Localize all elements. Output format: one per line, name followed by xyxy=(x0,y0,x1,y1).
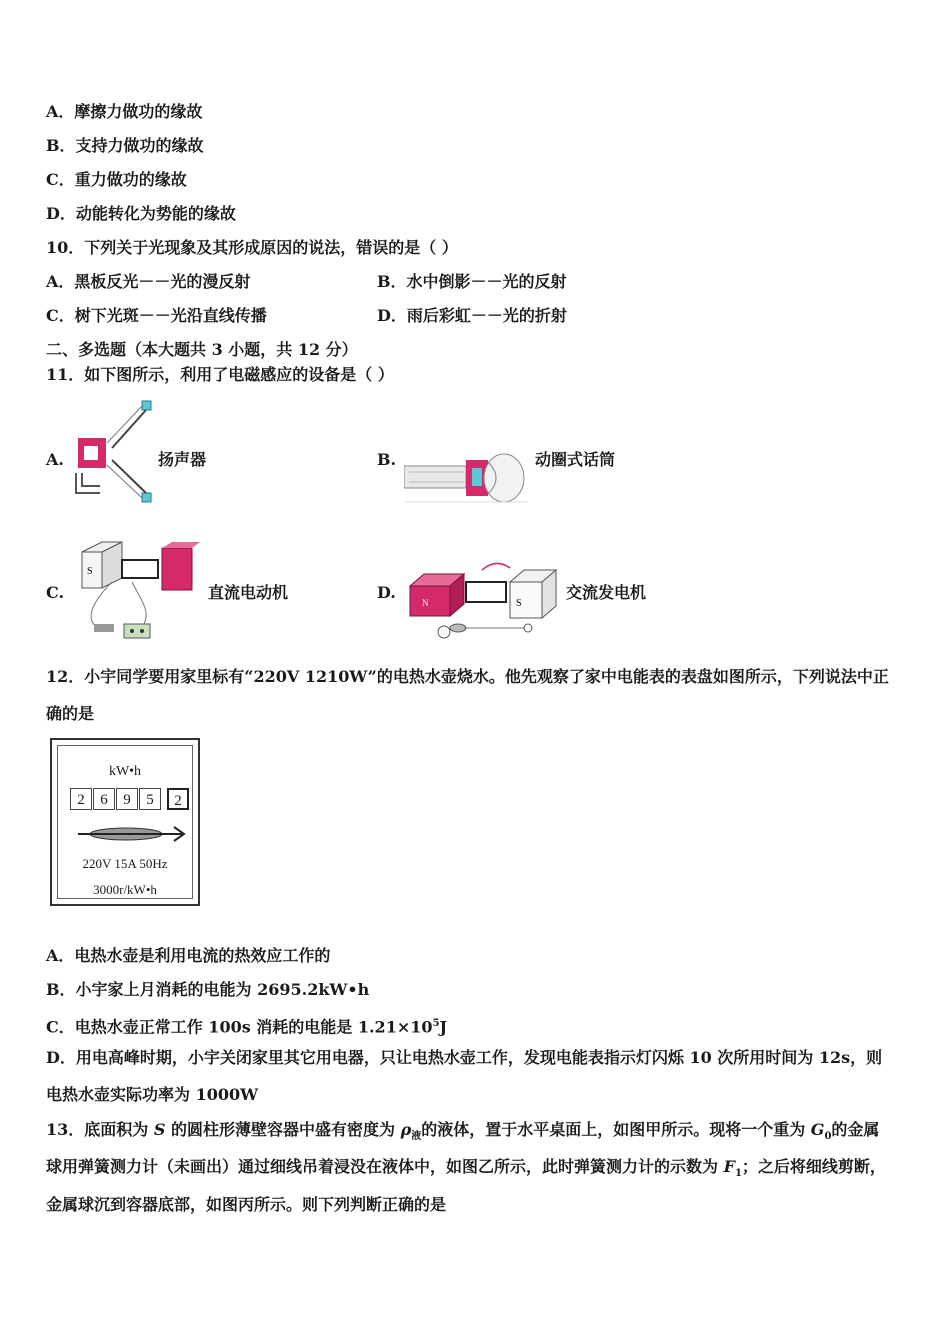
q12-option-c-unit: J xyxy=(439,1017,448,1037)
dc-motor-figure xyxy=(72,532,206,646)
energy-meter-figure xyxy=(50,738,200,906)
section-heading: 二、多选题（本大题共 3 小题，共 12 分） xyxy=(46,340,358,359)
q13-var-S: S xyxy=(153,1120,166,1139)
q12-option-a: A．电热水壶是利用电流的热效应工作的 xyxy=(46,946,331,965)
ac-generator-figure xyxy=(404,556,564,646)
q13-text: 的液体，置于水平桌面上，如图甲所示。现将一个重为 xyxy=(421,1120,811,1139)
q12-option-c-exponent: 5 xyxy=(432,1018,440,1029)
q9-option-b: B．支持力做功的缘故 xyxy=(46,136,204,155)
speaker-figure xyxy=(72,398,156,510)
q11-option-a-letter: A. xyxy=(46,450,64,469)
q12-option-c xyxy=(46,1014,447,1037)
meter-digit: 5 xyxy=(139,788,161,810)
q9-option-d: D．动能转化为势能的缘故 xyxy=(46,204,236,223)
q12-option-d-line1: D．用电高峰时期，小宇关闭家里其它用电器，只让电热水壶工作，发现电能表指示灯闪烁 10 次所用时间为 12s，则 xyxy=(46,1048,883,1067)
q12-option-c-text: C．电热水壶正常工作 100s 消耗的电能是 1.21×10 xyxy=(46,1017,433,1037)
q11-option-b-letter: B. xyxy=(377,450,397,469)
q11-option-c-label: 直流电动机 xyxy=(208,583,289,602)
q11-option-d-label: 交流发电机 xyxy=(566,583,647,602)
svg-text:S: S xyxy=(87,566,93,577)
meter-digit: 9 xyxy=(116,788,138,810)
q11-option-b-label: 动圈式话筒 xyxy=(535,450,616,469)
q12-stem-line2: 确的是 xyxy=(46,704,95,723)
q12-option-d-line2: 电热水壶实际功率为 1000W xyxy=(46,1085,259,1104)
q13-var-F-sub: 1 xyxy=(734,1168,742,1180)
q13-var-rho-sub: 液 xyxy=(411,1131,422,1143)
svg-text:S: S xyxy=(516,598,522,609)
q13-line3: 金属球沉到容器底部，如图丙所示。则下列判断正确的是 xyxy=(46,1195,447,1214)
q10-stem: 10．下列关于光现象及其形成原因的说法，错误的是（ ） xyxy=(46,238,458,257)
q13-var-G: G xyxy=(810,1120,825,1139)
meter-spec-1: 220V 15A 50Hz xyxy=(82,856,168,871)
meter-digit: 2 xyxy=(70,788,92,810)
q11-stem: 11．如下图所示，利用了电磁感应的设备是（ ） xyxy=(46,365,394,384)
q12-option-b: B．小宇家上月消耗的电能为 2695.2kW•h xyxy=(46,980,370,999)
q9-option-c: C．重力做功的缘故 xyxy=(46,170,187,189)
meter-spec-2: 3000r/kW•h xyxy=(93,882,157,897)
meter-unit: kW•h xyxy=(108,764,142,779)
q13-text: 的金属 xyxy=(831,1120,880,1139)
q13-var-rho: ρ xyxy=(400,1120,412,1139)
q13-text: 球用弹簧测力计（未画出）通过细线吊着浸没在液体中，如图乙所示，此时弹簧测力计的示数为 xyxy=(46,1157,724,1176)
q12-stem-line1: 12．小宇同学要用家里标有“220V 1210W”的电热水壶烧水。他先观察了家中电能表的表盘如图所示，下列说法中正 xyxy=(46,667,889,686)
q13-var-G-sub: 0 xyxy=(824,1131,832,1143)
q10-option-c: C．树下光斑－－光沿直线传播 xyxy=(46,306,267,325)
meter-digit: 6 xyxy=(93,788,115,810)
q11-option-d-letter: D. xyxy=(377,583,396,602)
meter-digits xyxy=(70,788,190,810)
microphone-figure xyxy=(404,452,528,512)
svg-text:N: N xyxy=(422,598,429,608)
meter-decimal-digit: 2 xyxy=(167,788,189,810)
meter-disc-icon xyxy=(76,824,188,844)
q13-text: 13．底面积为 xyxy=(46,1120,154,1139)
q11-option-a-label: 扬声器 xyxy=(158,450,207,469)
q13-line2 xyxy=(46,1157,886,1184)
q11-option-c-letter: C. xyxy=(46,583,65,602)
q9-option-a: A．摩擦力做功的缘故 xyxy=(46,102,203,121)
q10-option-a: A．黑板反光－－光的漫反射 xyxy=(46,272,251,291)
q10-option-b: B．水中倒影－－光的反射 xyxy=(377,272,567,291)
q13-text: 的圆柱形薄壁容器中盛有密度为 xyxy=(165,1120,401,1139)
q10-option-d: D．雨后彩虹－－光的折射 xyxy=(377,306,567,325)
q13-line1 xyxy=(46,1120,879,1147)
q13-text: ；之后将细线剪断， xyxy=(741,1157,886,1176)
q13-var-F: F xyxy=(723,1157,735,1176)
